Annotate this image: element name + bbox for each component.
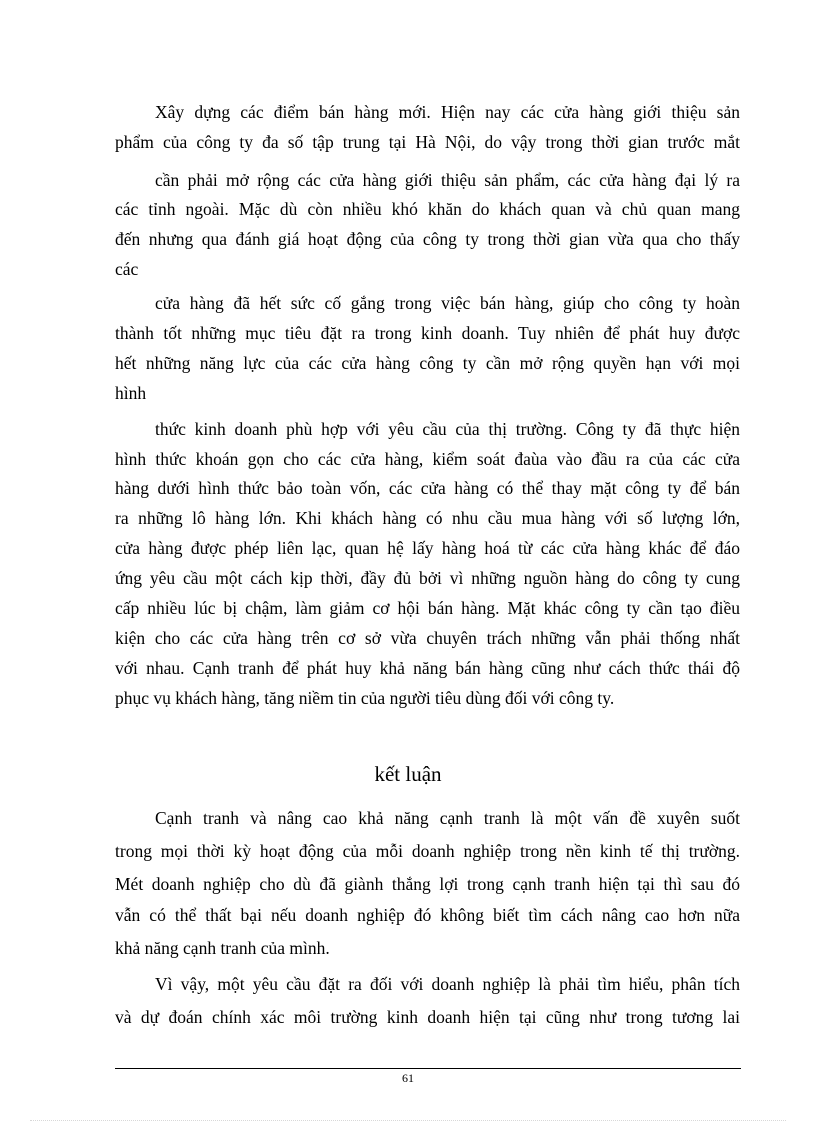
body-text-line: phục vụ khách hàng, tăng niềm tin của người tiêu dùng đối với công ty. [115,688,615,708]
body-text-line: hàng dưới hình thức bảo toàn vốn, các cửa hàng có thể thay mặt công ty để bán [115,478,740,498]
page-boundary-line [30,1120,786,1121]
body-text-line: cần phải mở rộng các cửa hàng giới thiệu sản phẩm, các cửa hàng đại lý ra [155,170,740,190]
body-text-line: Mét doanh nghiệp cho dù đã giành thắng lợi trong cạnh tranh hiện tại thì sau đó [115,874,740,894]
body-text-line: với nhau. Cạnh tranh để phát huy khả năng bán hàng cũng như cách thức thái độ [115,658,740,678]
body-text-line: đến nhưng qua đánh giá hoạt động của công ty trong thời gian vừa qua cho thấy [115,229,740,249]
body-text-line: ứng yêu cầu một cách kịp thời, đầy đủ bởi vì những nguồn hàng do công ty cung [115,568,740,588]
body-text-line: Vì vậy, một yêu cầu đặt ra đối với doanh nghiệp là phải tìm hiểu, phân tích [155,974,740,994]
body-text-line: phẩm của công ty đa số tập trung tại Hà Nội, do vậy trong thời gian trước mắt [115,132,740,152]
body-text-line: cấp nhiều lúc bị chậm, làm giảm cơ hội bán hàng. Mặt khác công ty cần tạo điều [115,598,740,618]
body-text-line: hết những năng lực của các cửa hàng công ty cần mở rộng quyền hạn với mọi [115,353,740,373]
body-text-line: thức kinh doanh phù hợp với yêu cầu của thị trường. Công ty đã thực hiện [155,419,740,439]
body-text-line: Xây dựng các điểm bán hàng mới. Hiện nay các cửa hàng giới thiệu sản [155,102,740,122]
body-text-line: ra những lô hàng lớn. Khi khách hàng có nhu cầu mua hàng với số lượng lớn, [115,508,740,528]
body-text-line: kiện cho các cửa hàng trên cơ sở vừa chuyên trách những vẫn phải thống nhất [115,628,740,648]
body-text-line: hình thức khoán gọn cho các cửa hàng, kiểm soát đaùa vào đầu ra của các cửa [115,449,740,469]
body-text-line: cửa hàng được phép liên lạc, quan hệ lấy hàng hoá từ các cửa hàng khác để đáo [115,538,740,558]
body-text-line: trong mọi thời kỳ hoạt động của mỗi doanh nghiệp trong nền kinh tế thị trường. [115,841,740,861]
page-number: 61 [402,1071,414,1085]
footer-rule [115,1068,741,1069]
body-text-line: Cạnh tranh và nâng cao khả năng cạnh tranh là một vấn đề xuyên suốt [155,808,740,828]
body-text-line: các tỉnh ngoài. Mặc dù còn nhiều khó khăn do khách quan và chủ quan mang [115,199,740,219]
body-text-line: các [115,259,139,279]
body-text-line: cửa hàng đã hết sức cố gắng trong việc bán hàng, giúp cho công ty hoàn [155,293,740,313]
body-text-line: khả năng cạnh tranh của mình. [115,938,330,958]
body-text-line: và dự đoán chính xác môi trường kinh doanh hiện tại cũng như trong tương lai [115,1007,740,1027]
section-heading: kết luận [374,762,442,786]
body-text-line: vẫn có thể thất bại nếu doanh nghiệp đó không biết tìm cách nâng cao hơn nữa [115,905,740,925]
body-text-line: thành tốt những mục tiêu đặt ra trong kinh doanh. Tuy nhiên để phát huy được [115,323,740,343]
body-text-line: hình [115,383,147,403]
